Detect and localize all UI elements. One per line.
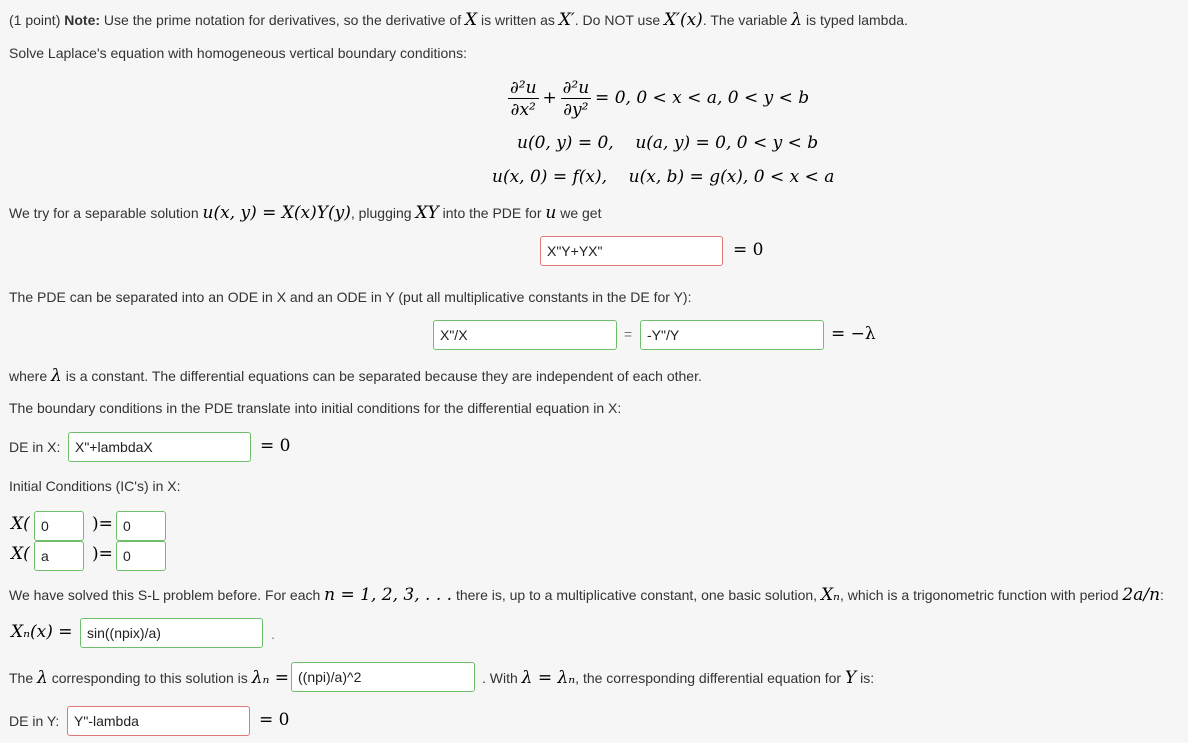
fraction-uyy bbox=[561, 78, 592, 121]
math-XY: XY bbox=[415, 203, 439, 223]
bc-row-1 bbox=[517, 133, 818, 153]
de-y-label: DE in Y: bbox=[9, 713, 60, 729]
math-Xprimex: X′(x) bbox=[664, 10, 703, 30]
math-X: X bbox=[465, 10, 478, 30]
fraction-denominator: ∂x² bbox=[510, 100, 536, 120]
where-text bbox=[9, 366, 702, 386]
boundary-text: The boundary conditions in the PDE translate into initial conditions for the differential equation in X: bbox=[9, 400, 622, 416]
de-y-input[interactable]: Y"-lambda bbox=[67, 706, 250, 736]
period-dot: . bbox=[271, 626, 275, 642]
pde-equation bbox=[508, 78, 809, 121]
pde-substitution-input[interactable]: X"Y+YX" bbox=[540, 236, 723, 266]
text: , plugging bbox=[350, 205, 412, 221]
bc-left: u(0, y) = 0, bbox=[517, 133, 614, 153]
de-x-label: DE in X: bbox=[9, 439, 61, 455]
text: into the PDE for bbox=[442, 205, 542, 221]
equals-neg-lambda: = −λ bbox=[831, 324, 876, 344]
problem-note bbox=[9, 10, 908, 30]
pde-rhs: = 0, 0 < x < a, 0 < y < b bbox=[595, 88, 810, 109]
de-x-input[interactable]: X"+lambdaX bbox=[68, 432, 251, 462]
sl-text bbox=[9, 585, 1164, 605]
math-Xprime: X′ bbox=[558, 10, 575, 30]
note-text: Use the prime notation for derivatives, so the derivative of bbox=[103, 12, 462, 28]
math-lambda-n-eq: λₙ = bbox=[251, 668, 289, 688]
equals-zero: = 0 bbox=[259, 710, 290, 730]
intro-text: Solve Laplace's equation with homogeneous vertical boundary conditions: bbox=[9, 45, 467, 61]
math-with-eq: λ = λₙ bbox=[521, 668, 576, 688]
ic-row2-arg-input[interactable]: a bbox=[34, 541, 84, 571]
ic-x-open: X( bbox=[11, 544, 30, 564]
plus-sign: + bbox=[542, 88, 557, 109]
text: We try for a separable solution bbox=[9, 205, 199, 221]
ic-row1-val-input[interactable]: 0 bbox=[116, 511, 166, 541]
math-lambda: λ bbox=[51, 366, 62, 386]
fraction-denominator: ∂y² bbox=[563, 100, 589, 120]
fraction-uxx bbox=[508, 78, 539, 121]
lambda-n-text bbox=[9, 668, 289, 688]
text: , the corresponding differential equation for bbox=[575, 670, 842, 686]
text: We have solved this S-L problem before. For each bbox=[9, 587, 321, 603]
bc-right: u(x, b) = g(x), 0 < x < a bbox=[628, 167, 835, 187]
note-text: is typed lambda. bbox=[805, 12, 908, 28]
ic-row2-val-input[interactable]: 0 bbox=[116, 541, 166, 571]
text: The bbox=[9, 670, 34, 686]
text: corresponding to this solution is bbox=[51, 670, 248, 686]
ic-close-eq: )= bbox=[92, 544, 113, 564]
text: . With bbox=[482, 670, 518, 686]
bc-left: u(x, 0) = f(x), bbox=[492, 167, 608, 187]
xn-label: Xₙ(x) = bbox=[11, 622, 73, 642]
bc-right: u(a, y) = 0, 0 < y < b bbox=[635, 133, 819, 153]
equals-zero: = 0 bbox=[260, 436, 291, 456]
text: , which is a trigonometric function with period bbox=[839, 587, 1119, 603]
math-n-values: n = 1, 2, 3, . . . bbox=[324, 585, 453, 605]
xn-input[interactable]: sin((npix)/a) bbox=[80, 618, 263, 648]
note-text: is written as bbox=[481, 12, 555, 28]
note-text: . The variable bbox=[702, 12, 788, 28]
math-lambda: λ bbox=[791, 10, 803, 30]
text: is: bbox=[860, 670, 875, 686]
fraction-numerator: ∂²u bbox=[510, 78, 537, 98]
math-Xn: Xₙ bbox=[820, 585, 840, 605]
lambda-n-input[interactable]: ((npi)/a)^2 bbox=[291, 662, 475, 692]
ic-title: Initial Conditions (IC's) in X: bbox=[9, 478, 181, 494]
math-lambda: λ bbox=[37, 668, 48, 688]
points-label: (1 point) bbox=[9, 12, 61, 28]
equals-zero: = 0 bbox=[733, 240, 764, 260]
ic-close-eq: )= bbox=[92, 514, 113, 534]
ode-y-ratio-input[interactable]: -Y"/Y bbox=[640, 320, 824, 350]
ic-x-open: X( bbox=[11, 514, 30, 534]
text: we get bbox=[560, 205, 602, 221]
note-text: . Do NOT use bbox=[574, 12, 661, 28]
separate-text: The PDE can be separated into an ODE in X and an ODE in Y (put all multiplicative constants in the DE for Y): bbox=[9, 289, 692, 305]
math-uxy: u(x, y) = X(x)Y(y) bbox=[202, 203, 351, 223]
text: there is, up to a multiplicative constant, one basic solution, bbox=[455, 587, 818, 603]
fraction-numerator: ∂²u bbox=[562, 78, 590, 98]
math-u: u bbox=[545, 203, 557, 223]
equals-sign: = bbox=[624, 326, 633, 342]
text: : bbox=[1160, 587, 1164, 603]
bc-row-2 bbox=[492, 167, 834, 187]
note-label: Note: bbox=[64, 12, 101, 28]
math-Y: Y bbox=[844, 668, 857, 688]
ic-row1-arg-input[interactable]: 0 bbox=[34, 511, 84, 541]
text: is a constant. The differential equations can be separated because they are independent of each other. bbox=[65, 368, 702, 384]
text: where bbox=[9, 368, 48, 384]
separable-text bbox=[9, 203, 601, 223]
lambda-n-text-2 bbox=[482, 668, 874, 688]
ode-x-ratio-input[interactable]: X"/X bbox=[433, 320, 617, 350]
math-period: 2a/n bbox=[1122, 585, 1161, 605]
